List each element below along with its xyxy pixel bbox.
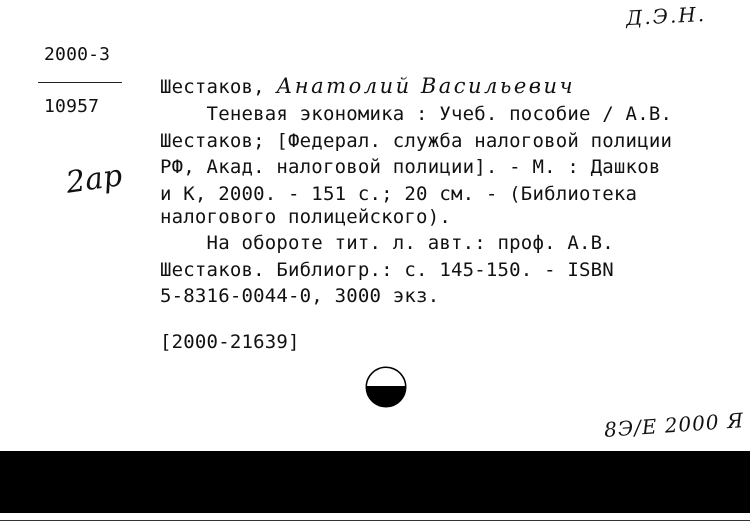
half-circle-icon [364,365,408,409]
author-name-handwritten: Анатолий Васильевич [276,74,576,98]
body-line-5: налогового полицейского). [160,206,451,228]
author-surname: Шестаков, [160,76,265,98]
handwritten-mark: 2ар [63,158,125,201]
body-line-3: РФ, Акад. налоговой полиции]. - М. : Дашков [160,156,661,178]
author-heading [160,74,575,98]
handwritten-classification: Д.Э.Н. [625,1,707,31]
record-number: [2000-21639] [160,331,300,353]
shelf-mark: 2000-3 [44,44,111,65]
handwritten-stamp: 8Э/Е 2000 Я [603,408,745,442]
divider [38,82,122,83]
body-line-2: Шестаков; [Федерал. служба налоговой полиции [160,130,673,152]
body-line-4: и К, 2000. - 151 с.; 20 см. - (Библиотека [160,183,638,205]
accession-number: 10957 [44,96,100,117]
body-line-6: На обороте тит. л. авт.: проф. А.В. [160,232,614,254]
body-line-7: Шестаков. Библиогр.: с. 145-150. - ISBN [160,259,614,281]
body-line-8: 5-8316-0044-0, 3000 экз. [160,285,440,307]
scan-bottom-band [0,451,750,513]
card-edge-line [0,520,750,521]
body-line-1: Теневая экономика : Учеб. пособие / А.В. [160,103,673,125]
